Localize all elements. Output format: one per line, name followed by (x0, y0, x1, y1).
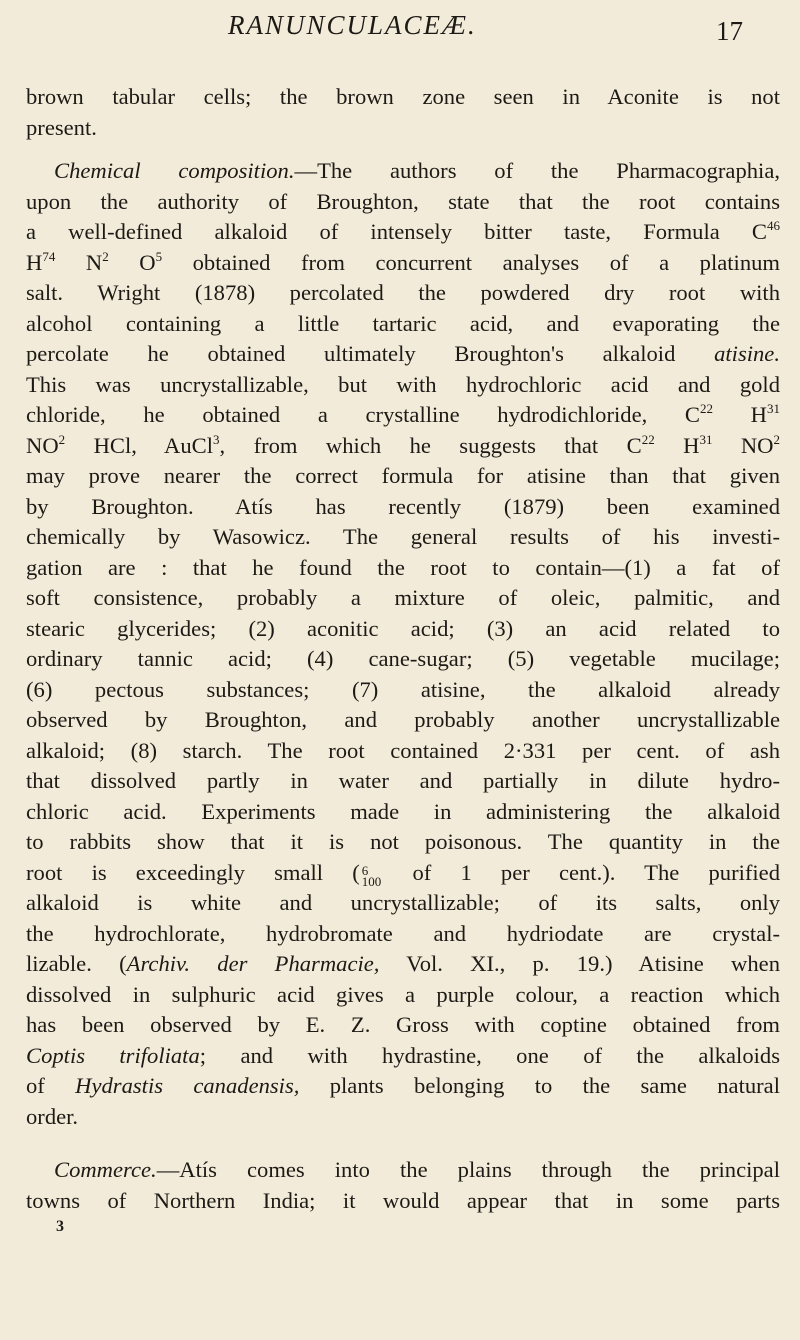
text-line: of Hydrastis canadensis, plants belonging to the same natural (26, 1073, 780, 1098)
text-line: a well-defined alkaloid of intensely bitter taste, Formula $C^{46}$ (26, 218, 780, 244)
fraction: 6 100 (361, 862, 382, 889)
text-line: $H^{74}$ $N^2$ $O^5$ obtained from concurrent analyses of a platinum (26, 248, 780, 275)
text-line: has been observed by E. Z. Gross with coptine obtained from (26, 1012, 780, 1037)
text-line: Commerce.—Atís comes into the plains through the principal (54, 1157, 780, 1182)
text-line: chemically by Wasowicz. The general results of his investi- (26, 524, 780, 549)
text-line: Chemical composition.—The authors of the Pharmacographia, (54, 158, 780, 183)
text-line: dissolved in sulphuric acid gives a purple colour, a reaction which (26, 981, 780, 1007)
text-line: that dissolved partly in water and partially in dilute hydro- (26, 768, 780, 793)
page-header (0, 6, 800, 46)
text-line: chloride, he obtained a crystalline hydrodichloride, $C^{22}$ $H^{31}$ (26, 401, 780, 427)
signature-mark: 3 (56, 1218, 64, 1235)
text-line: stearic glycerides; (2) aconitic acid; (3) an acid related to (26, 615, 780, 641)
body-text (26, 82, 780, 1216)
text-line: soft consistence, probably a mixture of oleic, palmitic, and (26, 585, 780, 610)
page-number: 17 (716, 16, 743, 46)
running-title: RANUNCULACEÆ. (228, 10, 477, 40)
text-line: lizable. (Archiv. der Pharmacie, Vol. XI., p. 19.) Atisine when (26, 951, 780, 976)
text-line: towns of Northern India; it would appear that in some parts (26, 1187, 780, 1213)
text-line: alkaloid is white and uncrystallizable; of its salts, only (26, 890, 780, 915)
text-line: may prove nearer the correct formula for atisine than that given (26, 463, 780, 488)
text-line: root is exceedingly small ( 6 100 of 1 per cent.). The purified (26, 859, 780, 889)
text-line: observed by Broughton, and probably another uncrystallizable (26, 707, 780, 732)
text-line: This was uncrystallizable, but with hydrochloric acid and gold (26, 371, 780, 397)
text-line: present. (26, 114, 97, 140)
text-line: brown tabular cells; the brown zone seen in Aconite is not (26, 84, 780, 109)
text-line: the hydrochlorate, hydrobromate and hydriodate are crystal- (26, 920, 780, 946)
text-line: alkaloid; (8) starch. The root contained 2·331 per cent. of ash (26, 737, 780, 763)
text-line: upon the authority of Broughton, state that the root contains (26, 188, 780, 214)
text-line: gation are : that he found the root to contain—(1) a fat of (26, 554, 780, 580)
text-line: percolate he obtained ultimately Broughton's alkaloid atisine. (26, 341, 780, 366)
text-line: (6) pectous substances; (7) atisine, the alkaloid already (26, 676, 780, 702)
text-line: chloric acid. Experiments made in administering the alkaloid (26, 798, 780, 824)
text-line: ordinary tannic acid; (4) cane-sugar; (5) vegetable mucilage; (26, 646, 780, 671)
section-heading: Commerce. (54, 1157, 157, 1182)
text-line: salt. Wright (1878) percolated the powdered dry root with (26, 280, 780, 305)
text-line: alcohol containing a little tartaric acid, and evaporating the (26, 310, 780, 336)
text-line: Coptis trifoliata; and with hydrastine, one of the alkaloids (26, 1042, 780, 1068)
text-line: $NO^2$ HCl, AuCl$^3$, from which he suggests that $C^{22}$ $H^{31}$ $NO^2$ (26, 431, 780, 458)
section-heading: Chemical composition. (54, 158, 295, 183)
text-line: by Broughton. Atís has recently (1879) been examined (26, 493, 780, 519)
text-line: to rabbits show that it is not poisonous. The quantity in the (26, 829, 780, 854)
text-line: order. (26, 1103, 79, 1129)
